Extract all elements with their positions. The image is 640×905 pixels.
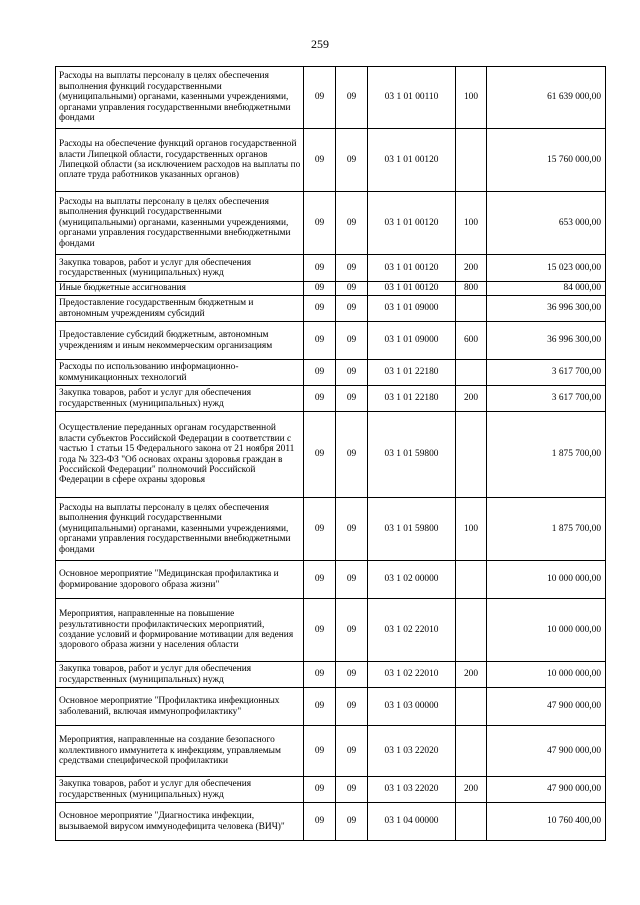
table-row xyxy=(56,498,606,561)
row-expense-type xyxy=(456,129,487,192)
row-name: Предоставление субсидий бюджетным, автономным учреждениям и иным некоммерческим организациям xyxy=(56,322,304,360)
row-amount: 36 996 300,00 xyxy=(487,296,606,322)
row-expense-type xyxy=(456,412,487,498)
row-target-article: 03 1 01 00110 xyxy=(368,67,456,129)
row-target-article: 03 1 01 59800 xyxy=(368,498,456,561)
row-amount: 3 617 700,00 xyxy=(487,360,606,386)
row-expense-type xyxy=(456,726,487,777)
row-name: Мероприятия, направленные на создание безопасного коллективного иммунитета к инфекциям, управляемым средствами специфической профилактики xyxy=(56,726,304,777)
row-target-article: 03 1 02 22010 xyxy=(368,599,456,662)
row-subsection: 09 xyxy=(336,412,368,498)
row-section: 09 xyxy=(304,412,336,498)
row-section: 09 xyxy=(304,360,336,386)
row-amount: 61 639 000,00 xyxy=(487,67,606,129)
row-amount: 10 000 000,00 xyxy=(487,662,606,688)
row-name: Основное мероприятие "Медицинская профилактика и формирование здорового образа жизни" xyxy=(56,561,304,599)
row-name: Закупка товаров, работ и услуг для обеспечения государственных (муниципальных) нужд xyxy=(56,255,304,282)
row-target-article: 03 1 01 59800 xyxy=(368,412,456,498)
table-row xyxy=(56,386,606,412)
table-row xyxy=(56,777,606,803)
row-section: 09 xyxy=(304,67,336,129)
row-section: 09 xyxy=(304,803,336,841)
table-row xyxy=(56,255,606,282)
table-row xyxy=(56,360,606,386)
table-row xyxy=(56,67,606,129)
row-expense-type: 100 xyxy=(456,67,487,129)
row-amount: 10 000 000,00 xyxy=(487,561,606,599)
table-row xyxy=(56,803,606,841)
row-name: Закупка товаров, работ и услуг для обеспечения государственных (муниципальных) нужд xyxy=(56,777,304,803)
row-expense-type: 100 xyxy=(456,192,487,255)
row-amount: 10 000 000,00 xyxy=(487,599,606,662)
row-expense-type: 200 xyxy=(456,777,487,803)
row-name: Расходы на выплаты персоналу в целях обеспечения выполнения функций государственными (муниципальными) органами, казенными учреждениями, органами управления государственными внебюджетными фондами xyxy=(56,67,304,129)
row-subsection: 09 xyxy=(336,296,368,322)
row-section: 09 xyxy=(304,386,336,412)
row-expense-type xyxy=(456,688,487,726)
table-row xyxy=(56,192,606,255)
row-target-article: 03 1 01 00120 xyxy=(368,192,456,255)
row-subsection: 09 xyxy=(336,192,368,255)
row-subsection: 09 xyxy=(336,777,368,803)
row-subsection: 09 xyxy=(336,561,368,599)
row-expense-type xyxy=(456,599,487,662)
table-row xyxy=(56,412,606,498)
row-expense-type xyxy=(456,296,487,322)
row-section: 09 xyxy=(304,282,336,296)
row-subsection: 09 xyxy=(336,803,368,841)
row-amount: 1 875 700,00 xyxy=(487,498,606,561)
row-amount: 47 900 000,00 xyxy=(487,726,606,777)
row-subsection: 09 xyxy=(336,282,368,296)
row-name: Расходы на обеспечение функций органов государственной власти Липецкой области, государственных органов Липецкой области (за исключением расходов на выплаты по оплате труда работников указанных органов) xyxy=(56,129,304,192)
row-amount: 1 875 700,00 xyxy=(487,412,606,498)
budget-table xyxy=(55,66,606,841)
row-target-article: 03 1 01 22180 xyxy=(368,386,456,412)
row-target-article: 03 1 01 00120 xyxy=(368,255,456,282)
row-amount: 36 996 300,00 xyxy=(487,322,606,360)
row-name: Основное мероприятие "Диагностика инфекции, вызываемой вирусом иммунодефицита человека (ВИЧ)" xyxy=(56,803,304,841)
row-subsection: 09 xyxy=(336,322,368,360)
row-subsection: 09 xyxy=(336,67,368,129)
table-row xyxy=(56,296,606,322)
row-target-article: 03 1 03 22020 xyxy=(368,777,456,803)
row-amount: 10 760 400,00 xyxy=(487,803,606,841)
row-name: Основное мероприятие "Профилактика инфекционных заболеваний, включая иммунопрофилактику" xyxy=(56,688,304,726)
row-expense-type: 200 xyxy=(456,255,487,282)
row-section: 09 xyxy=(304,192,336,255)
row-amount: 3 617 700,00 xyxy=(487,386,606,412)
row-target-article: 03 1 01 09000 xyxy=(368,296,456,322)
row-expense-type xyxy=(456,561,487,599)
row-target-article: 03 1 01 00120 xyxy=(368,129,456,192)
row-target-article: 03 1 01 00120 xyxy=(368,282,456,296)
row-amount: 47 900 000,00 xyxy=(487,777,606,803)
row-section: 09 xyxy=(304,561,336,599)
row-name: Иные бюджетные ассигнования xyxy=(56,282,304,296)
row-section: 09 xyxy=(304,255,336,282)
row-expense-type: 200 xyxy=(456,386,487,412)
row-expense-type: 600 xyxy=(456,322,487,360)
row-name: Расходы по использованию информационно-коммуникационных технологий xyxy=(56,360,304,386)
table-row xyxy=(56,129,606,192)
table-row xyxy=(56,726,606,777)
row-name: Мероприятия, направленные на повышение результативности профилактических мероприятий, создание условий и формирование мотивации для ведения здорового образа жизни у населения области xyxy=(56,599,304,662)
row-amount: 47 900 000,00 xyxy=(487,688,606,726)
row-section: 09 xyxy=(304,296,336,322)
row-subsection: 09 xyxy=(336,255,368,282)
row-target-article: 03 1 02 22010 xyxy=(368,662,456,688)
row-target-article: 03 1 02 00000 xyxy=(368,561,456,599)
row-section: 09 xyxy=(304,662,336,688)
row-target-article: 03 1 03 00000 xyxy=(368,688,456,726)
table-row xyxy=(56,599,606,662)
row-subsection: 09 xyxy=(336,129,368,192)
row-target-article: 03 1 03 22020 xyxy=(368,726,456,777)
table-row xyxy=(56,322,606,360)
row-expense-type: 200 xyxy=(456,662,487,688)
table-row xyxy=(56,662,606,688)
row-expense-type: 800 xyxy=(456,282,487,296)
row-subsection: 09 xyxy=(336,386,368,412)
row-expense-type: 100 xyxy=(456,498,487,561)
row-section: 09 xyxy=(304,777,336,803)
row-section: 09 xyxy=(304,322,336,360)
row-section: 09 xyxy=(304,498,336,561)
row-subsection: 09 xyxy=(336,599,368,662)
row-target-article: 03 1 04 00000 xyxy=(368,803,456,841)
table-row xyxy=(56,561,606,599)
row-section: 09 xyxy=(304,129,336,192)
row-target-article: 03 1 01 22180 xyxy=(368,360,456,386)
row-name: Закупка товаров, работ и услуг для обеспечения государственных (муниципальных) нужд xyxy=(56,386,304,412)
row-name: Расходы на выплаты персоналу в целях обеспечения выполнения функций государственными (муниципальными) органами, казенными учреждениями, органами управления государственными внебюджетными фондами xyxy=(56,192,304,255)
table-row xyxy=(56,282,606,296)
row-section: 09 xyxy=(304,726,336,777)
row-amount: 84 000,00 xyxy=(487,282,606,296)
row-expense-type xyxy=(456,360,487,386)
row-target-article: 03 1 01 09000 xyxy=(368,322,456,360)
row-amount: 15 023 000,00 xyxy=(487,255,606,282)
row-name: Закупка товаров, работ и услуг для обеспечения государственных (муниципальных) нужд xyxy=(56,662,304,688)
row-amount: 15 760 000,00 xyxy=(487,129,606,192)
row-name: Предоставление государственным бюджетным и автономным учреждениям субсидий xyxy=(56,296,304,322)
row-section: 09 xyxy=(304,599,336,662)
row-expense-type xyxy=(456,803,487,841)
row-subsection: 09 xyxy=(336,360,368,386)
row-subsection: 09 xyxy=(336,662,368,688)
row-section: 09 xyxy=(304,688,336,726)
row-name: Осуществление переданных органам государственной власти субъектов Российской Федерации в соответствии с частью 1 статьи 15 Федерального закона от 21 ноября 2011 года № 323-ФЗ "Об основах охраны здоровья граждан в Российской Федерации" полномочий Российской Федерации в сфере охраны здоровья xyxy=(56,412,304,498)
row-amount: 653 000,00 xyxy=(487,192,606,255)
row-subsection: 09 xyxy=(336,726,368,777)
page-number: 259 xyxy=(311,37,329,51)
row-name: Расходы на выплаты персоналу в целях обеспечения выполнения функций государственными (муниципальными) органами, казенными учреждениями, органами управления государственными внебюджетными фондами xyxy=(56,498,304,561)
table-row xyxy=(56,688,606,726)
row-subsection: 09 xyxy=(336,498,368,561)
row-subsection: 09 xyxy=(336,688,368,726)
